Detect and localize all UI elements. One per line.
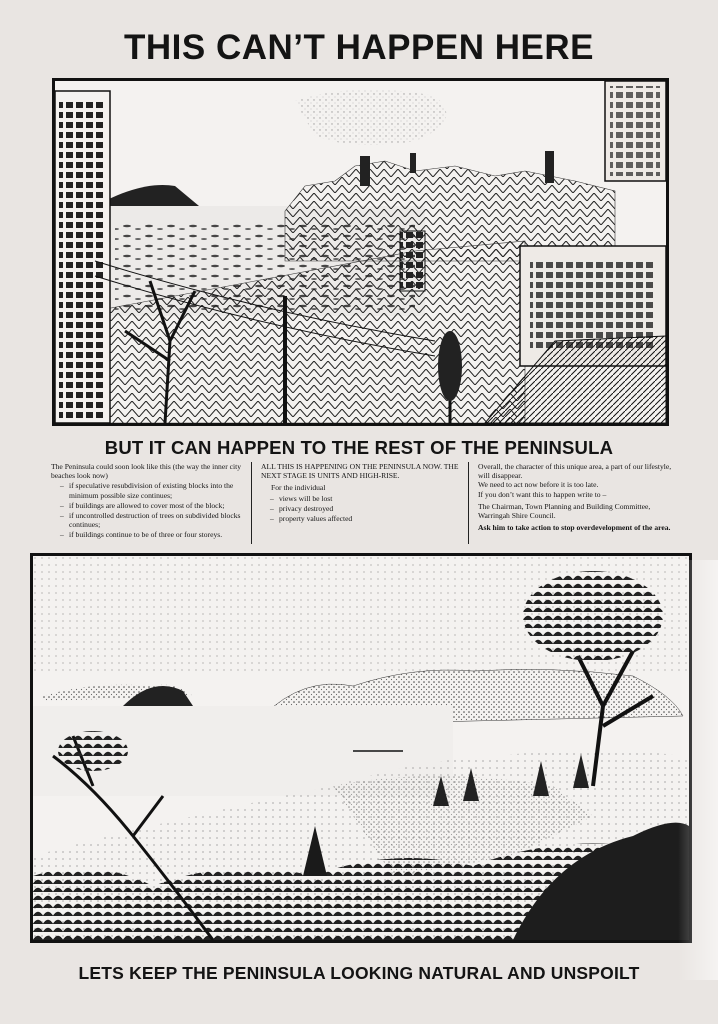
column2-list: [261, 494, 463, 524]
list-item: – if buildings continue to be of three or four storeys.: [69, 530, 246, 539]
list-item: – property values affected: [279, 514, 463, 523]
column3-address: The Chairman, Town Planning and Building Committee, Warringah Shire Council.: [478, 501, 651, 521]
nature-illustration-svg: [33, 556, 689, 940]
column-conditions: [46, 462, 251, 544]
city-illustration: [52, 78, 669, 426]
column3-para3: If you don’t want this to happen write to –: [478, 489, 607, 499]
list-item: – privacy destroyed: [279, 504, 463, 513]
column3-para1: Overall, the character of this unique area, a part of our lifestyle, will disappear.: [478, 462, 672, 481]
column-consequences: [251, 462, 469, 544]
column1-list: [51, 481, 246, 539]
city-illustration-svg: [55, 81, 666, 423]
subheadline: BUT IT CAN HAPPEN TO THE REST OF THE PENINSULA: [104, 437, 614, 458]
nature-illustration: [30, 553, 692, 943]
column1-intro: The Peninsula could soon look like this (the way the inner city beaches look now): [51, 462, 242, 481]
list-item: – if buildings are allowed to cover most of the block;: [69, 501, 246, 510]
column-action: [469, 462, 680, 544]
headline: THIS CAN’T HAPPEN HERE: [124, 28, 594, 67]
column2-subintro: For the individual: [271, 483, 326, 493]
list-item: – views will be lost: [279, 494, 463, 503]
column2-intro: ALL THIS IS HAPPENING ON THE PENINSULA NOW. THE NEXT STAGE IS UNITS AND HIGH-RISE.: [261, 462, 459, 481]
column3-para2: We need to act now before it is too late.: [478, 480, 599, 490]
list-item: – if speculative resubdivision of existing blocks into the minimum possible size continues;: [69, 481, 246, 499]
list-item: – if uncontrolled destruction of trees on subdivided blocks continues;: [69, 511, 246, 529]
column3-call: Ask him to take action to stop overdevelopment of the area.: [478, 523, 671, 533]
footer-slogan: LETS KEEP THE PENINSULA LOOKING NATURAL AND UNSPOILT: [78, 963, 640, 983]
text-columns: [46, 462, 680, 544]
